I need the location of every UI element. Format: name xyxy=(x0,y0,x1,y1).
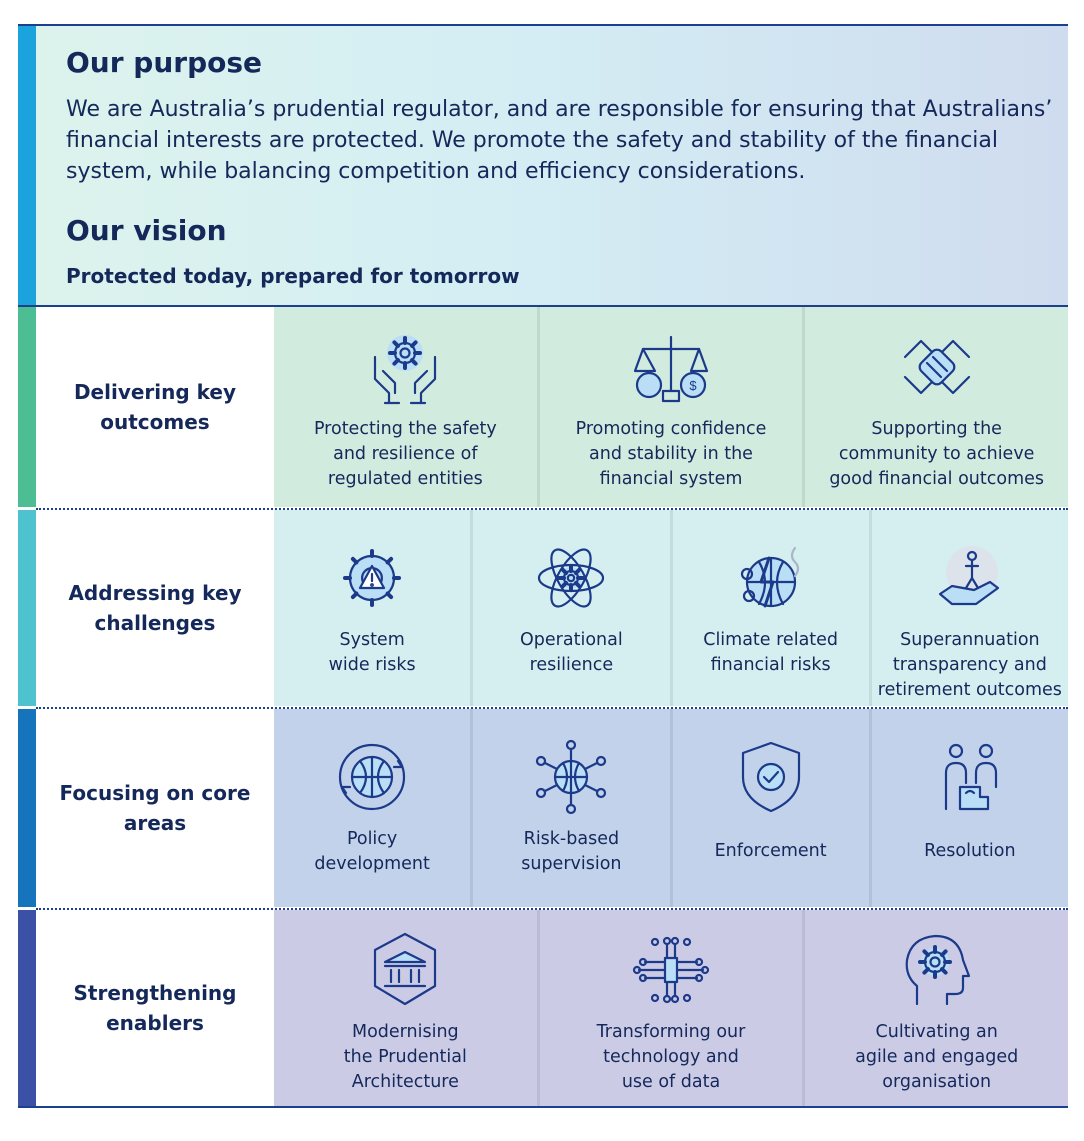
cell-label: Promoting confidence and stability in the financial system xyxy=(575,419,767,489)
bank-hexagon-icon xyxy=(365,930,445,1014)
purpose-vision-header xyxy=(18,24,1068,307)
handshake-icon xyxy=(897,327,977,411)
cell-atom-gear xyxy=(470,510,669,706)
gear-warning-icon xyxy=(332,538,412,622)
cell-globe-network xyxy=(470,709,669,907)
cell-label: Operational resilience xyxy=(520,630,623,675)
strategy-frame xyxy=(18,24,1068,1108)
scales-icon xyxy=(631,327,711,411)
purpose-text: We are Australia’s prudential regulator, and are responsible for ensuring that Australians’ financial interests are protected. We promote the safety and stability of the financial system, while balancing competition and efficiency considerations. xyxy=(66,97,1053,184)
row-addressing-key-challenges xyxy=(18,510,1068,706)
row-label: Focusing on core areas xyxy=(36,709,274,907)
row-cells xyxy=(274,709,1068,907)
globe-network-icon xyxy=(531,737,611,821)
cell-label: Protecting the safety and resilience of regulated entities xyxy=(313,419,497,489)
purpose-title: Our purpose xyxy=(66,46,263,79)
row-accent-bar xyxy=(18,910,36,1106)
climate-globe-icon xyxy=(731,538,811,622)
vision-subtitle: Protected today, prepared for tomorrow xyxy=(66,264,520,288)
cell-circuit-chip xyxy=(537,910,803,1106)
row-label: Addressing key challenges xyxy=(36,510,274,706)
row-delivering-key-outcomes xyxy=(18,307,1068,507)
cell-label: Policy development xyxy=(314,829,430,874)
cell-label: Enforcement xyxy=(714,841,827,861)
cell-gear-warning xyxy=(274,510,470,706)
hands-gear-icon xyxy=(365,327,445,411)
cell-bank-hexagon xyxy=(274,910,537,1106)
globe-cycle-icon xyxy=(332,737,412,821)
cell-label: Transforming our technology and use of data xyxy=(596,1022,746,1092)
head-gear-icon xyxy=(897,930,977,1014)
row-cells xyxy=(274,910,1068,1106)
vision-title: Our vision xyxy=(66,214,227,247)
row-focusing-on-core-areas xyxy=(18,709,1068,907)
row-label: Delivering key outcomes xyxy=(36,307,274,507)
row-cells xyxy=(274,307,1068,507)
cell-hand-person xyxy=(869,510,1068,706)
cell-label: Risk-based supervision xyxy=(521,829,622,874)
cell-scales xyxy=(537,307,803,507)
cell-head-gear xyxy=(802,910,1068,1106)
cell-people-puzzle xyxy=(869,709,1068,907)
row-strengthening-enablers xyxy=(18,910,1068,1106)
row-accent-bar xyxy=(18,510,36,706)
people-puzzle-icon xyxy=(930,737,1010,821)
row-cells xyxy=(274,510,1068,706)
bottom-border xyxy=(18,1106,1068,1108)
cell-label: Supporting the community to achieve good financial outcomes xyxy=(829,419,1045,489)
hand-person-icon xyxy=(930,538,1010,622)
cell-label: Climate related financial risks xyxy=(703,630,839,675)
cell-shield-check xyxy=(670,709,869,907)
svg-text:$: $ xyxy=(689,378,697,393)
row-label: Strengthening enablers xyxy=(36,910,274,1106)
cell-handshake xyxy=(802,307,1068,507)
row-accent-bar xyxy=(18,709,36,907)
cell-label: Modernising the Prudential Architecture xyxy=(343,1022,467,1092)
cell-label: Cultivating an agile and engaged organisation xyxy=(855,1022,1019,1092)
cell-climate-globe xyxy=(670,510,869,706)
row-accent-bar xyxy=(18,307,36,507)
cell-label: Resolution xyxy=(924,841,1016,861)
atom-gear-icon xyxy=(531,538,611,622)
shield-check-icon xyxy=(731,737,811,821)
cell-label: Superannuation transparency and retirement outcomes xyxy=(877,630,1062,700)
header-accent-bar xyxy=(18,26,36,305)
cell-globe-cycle xyxy=(274,709,470,907)
cell-hands-gear xyxy=(274,307,537,507)
circuit-chip-icon xyxy=(631,930,711,1014)
cell-label: System wide risks xyxy=(328,630,416,675)
